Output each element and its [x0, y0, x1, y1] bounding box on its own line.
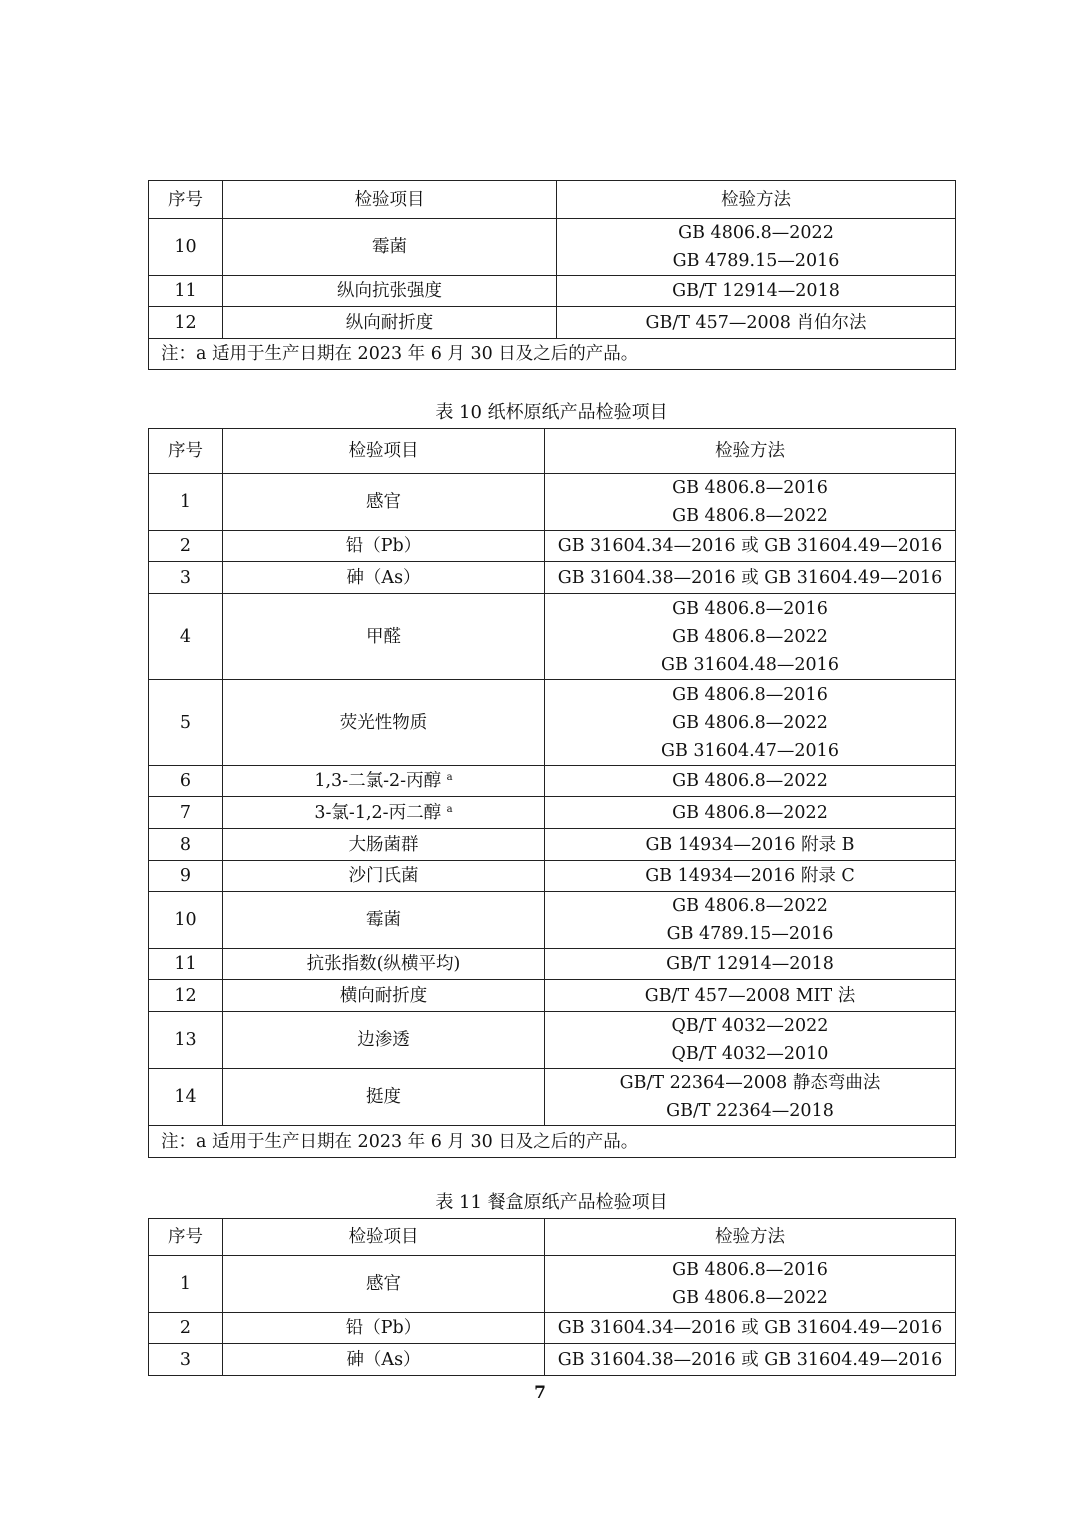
- method-line: GB/T 12914—2018: [672, 281, 840, 301]
- row-methods: [545, 766, 956, 797]
- row-item: [223, 474, 545, 531]
- row-item: [223, 980, 545, 1012]
- table-row: [149, 307, 956, 339]
- table-row: [149, 949, 956, 980]
- table-note: 注：a 适用于生产日期在 2023 年 6 月 30 日及之后的产品。: [149, 339, 956, 370]
- row-index: 7: [149, 797, 223, 829]
- row-item: [223, 1344, 545, 1376]
- row-methods: [545, 1256, 956, 1313]
- row-methods: [545, 594, 956, 680]
- row-index: 4: [149, 594, 223, 680]
- table-row: [149, 797, 956, 829]
- method-line: GB 31604.34—2016 或 GB 31604.49—2016: [557, 536, 943, 556]
- page-number: 7: [534, 1383, 546, 1403]
- table-row: [149, 892, 956, 949]
- method-line: GB 4806.8—2016: [672, 684, 828, 705]
- method-line: GB 31604.48—2016: [661, 654, 839, 675]
- item-label: 铅（Pb）: [345, 1318, 422, 1338]
- table-11-body: [149, 1256, 956, 1376]
- table-9-body: [149, 219, 956, 339]
- method-line: GB 31604.38—2016 或 GB 31604.49—2016: [557, 1349, 943, 1370]
- table-row: [149, 276, 956, 307]
- row-index: 13: [149, 1012, 223, 1069]
- method-line: GB 4806.8—2022: [672, 712, 828, 733]
- row-index: 11: [149, 276, 223, 307]
- item-label: 感官: [366, 492, 401, 512]
- table-10-body: [149, 474, 956, 1126]
- row-methods: [545, 892, 956, 949]
- method-line: GB 4789.15—2016: [666, 924, 834, 944]
- table-row: [149, 680, 956, 766]
- header-index: 序号: [149, 429, 223, 474]
- item-label: 大肠菌群: [348, 834, 419, 855]
- table-row: [149, 1012, 956, 1069]
- item-label: 纵向耐折度: [345, 312, 434, 333]
- row-methods: [545, 861, 956, 892]
- table-row: [149, 219, 956, 276]
- item-label: 3-氯-1,2-丙二醇: [314, 802, 442, 823]
- row-item: [223, 594, 545, 680]
- row-item: [223, 562, 545, 594]
- table-row: [149, 594, 956, 680]
- row-item: [223, 766, 545, 797]
- method-line: GB 4806.8—2016: [672, 478, 828, 498]
- row-methods: [557, 307, 956, 339]
- item-label: 霉菌: [366, 910, 401, 930]
- method-line: GB 4789.15—2016: [672, 251, 840, 271]
- row-methods: [545, 1344, 956, 1376]
- method-line: GB/T 12914—2018: [666, 954, 834, 974]
- item-label: 砷（As）: [346, 567, 421, 588]
- row-methods: [545, 1313, 956, 1344]
- header-index: 序号: [149, 181, 223, 219]
- method-line: GB 4806.8—2022: [672, 802, 828, 823]
- table-row: [149, 861, 956, 892]
- item-label: 纵向抗张强度: [337, 281, 442, 301]
- table-row: [149, 1256, 956, 1313]
- row-item: [223, 949, 545, 980]
- item-label: 边渗透: [357, 1030, 410, 1050]
- method-line: GB 31604.34—2016 或 GB 31604.49—2016: [557, 1318, 943, 1338]
- item-label: 沙门氏菌: [348, 866, 419, 886]
- method-line: QB/T 4032—2022: [671, 1016, 829, 1036]
- method-line: GB 4806.8—2022: [672, 1288, 828, 1308]
- header-item: 检验项目: [223, 1219, 545, 1256]
- table-caption: 表 11 餐盒原纸产品检验项目: [435, 1192, 668, 1213]
- table-row: [149, 531, 956, 562]
- row-methods: [545, 1069, 956, 1126]
- table-row: [149, 766, 956, 797]
- row-item: [223, 861, 545, 892]
- header-item: 检验项目: [223, 429, 545, 474]
- footnote-marker: a: [446, 772, 453, 783]
- row-index: 10: [149, 892, 223, 949]
- row-methods: [545, 531, 956, 562]
- row-methods: [545, 829, 956, 861]
- item-label: 感官: [366, 1274, 401, 1294]
- row-methods: [545, 1012, 956, 1069]
- row-index: 3: [149, 1344, 223, 1376]
- row-methods: [557, 219, 956, 276]
- item-label: 荧光性物质: [339, 712, 428, 733]
- row-item: [223, 797, 545, 829]
- header-method: 检验方法: [557, 181, 956, 219]
- row-methods: [545, 680, 956, 766]
- header-method: 检验方法: [545, 1219, 956, 1256]
- row-methods: [545, 797, 956, 829]
- row-index: 2: [149, 531, 223, 562]
- table-row: [149, 829, 956, 861]
- method-line: GB/T 457—2008 肖伯尔法: [645, 312, 867, 333]
- row-methods: [545, 949, 956, 980]
- row-methods: [557, 276, 956, 307]
- row-index: 3: [149, 562, 223, 594]
- row-index: 12: [149, 980, 223, 1012]
- row-item: [223, 829, 545, 861]
- row-methods: [545, 562, 956, 594]
- row-item: [223, 219, 557, 276]
- row-methods: [545, 474, 956, 531]
- table-row: [149, 1344, 956, 1376]
- method-line: GB 14934—2016 附录 C: [645, 866, 855, 886]
- table-row: [149, 980, 956, 1012]
- method-line: GB 4806.8—2016: [672, 598, 828, 619]
- table-9-continued: [148, 180, 956, 370]
- row-item: [223, 531, 545, 562]
- row-index: 2: [149, 1313, 223, 1344]
- row-item: [223, 1069, 545, 1126]
- item-label: 1,3-二氯-2-丙醇: [314, 771, 442, 791]
- method-line: GB 4806.8—2022: [672, 896, 828, 916]
- header-index: 序号: [149, 1219, 223, 1256]
- method-line: GB 4806.8—2022: [672, 771, 828, 791]
- method-line: GB 4806.8—2016: [672, 1260, 828, 1280]
- table-row: [149, 562, 956, 594]
- row-index: 5: [149, 680, 223, 766]
- item-label: 抗张指数(纵横平均): [306, 954, 461, 974]
- table-10: [148, 428, 956, 1158]
- item-label: 挺度: [366, 1087, 401, 1107]
- row-index: 11: [149, 949, 223, 980]
- item-label: 砷（As）: [346, 1349, 421, 1370]
- row-methods: [545, 980, 956, 1012]
- row-item: [223, 1256, 545, 1313]
- table-row: [149, 1313, 956, 1344]
- row-item: [223, 1313, 545, 1344]
- table-row: [149, 1069, 956, 1126]
- row-index: 12: [149, 307, 223, 339]
- row-item: [223, 307, 557, 339]
- row-index: 1: [149, 1256, 223, 1313]
- header-item: 检验项目: [223, 181, 557, 219]
- method-line: QB/T 4032—2010: [671, 1044, 829, 1064]
- method-line: GB/T 22364—2018: [666, 1101, 834, 1121]
- table-row: [149, 474, 956, 531]
- item-label: 横向耐折度: [339, 985, 428, 1006]
- table-11: [148, 1218, 956, 1376]
- method-line: GB 14934—2016 附录 B: [645, 834, 855, 855]
- row-index: 14: [149, 1069, 223, 1126]
- method-line: GB 4806.8—2022: [678, 223, 834, 243]
- header-method: 检验方法: [545, 429, 956, 474]
- method-line: GB/T 457—2008 MIT 法: [644, 985, 856, 1006]
- row-index: 8: [149, 829, 223, 861]
- row-item: [223, 1012, 545, 1069]
- table-caption: 表 10 纸杯原纸产品检验项目: [435, 402, 668, 423]
- method-line: GB 4806.8—2022: [672, 506, 828, 526]
- row-index: 10: [149, 219, 223, 276]
- row-item: [223, 892, 545, 949]
- row-index: 1: [149, 474, 223, 531]
- method-line: GB 31604.38—2016 或 GB 31604.49—2016: [557, 567, 943, 588]
- footnote-marker: a: [446, 803, 453, 815]
- method-line: GB/T 22364—2008 静态弯曲法: [619, 1073, 881, 1093]
- item-label: 甲醛: [366, 626, 401, 647]
- item-label: 铅（Pb）: [345, 536, 422, 556]
- item-label: 霉菌: [372, 237, 407, 257]
- method-line: GB 4806.8—2022: [672, 626, 828, 647]
- method-line: GB 31604.47—2016: [661, 740, 839, 761]
- row-item: [223, 276, 557, 307]
- row-item: [223, 680, 545, 766]
- row-index: 6: [149, 766, 223, 797]
- row-index: 9: [149, 861, 223, 892]
- table-note: 注：a 适用于生产日期在 2023 年 6 月 30 日及之后的产品。: [149, 1126, 956, 1158]
